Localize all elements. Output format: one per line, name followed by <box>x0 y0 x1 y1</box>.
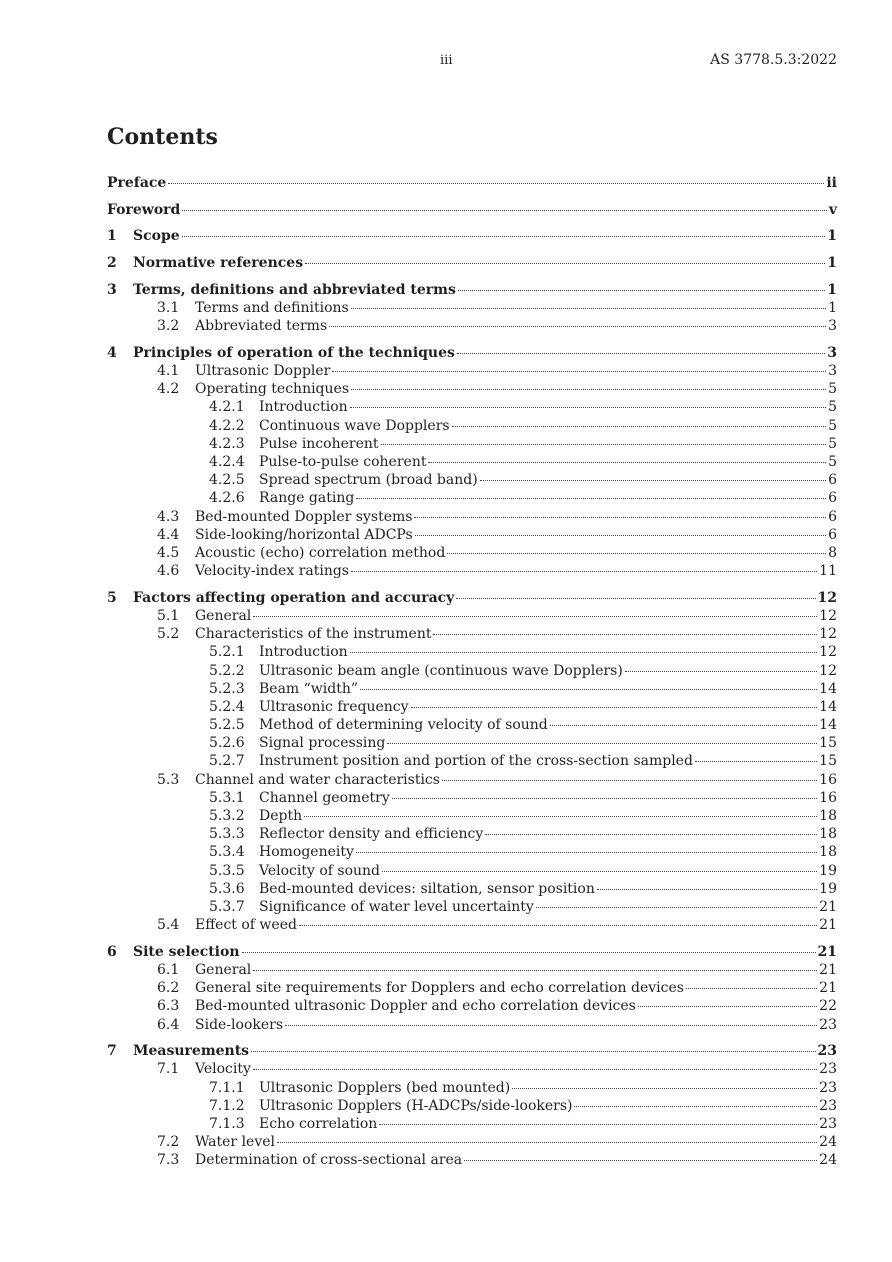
toc-entry-number: 5.3.6 <box>209 880 245 897</box>
toc-entry-page: 6 <box>828 526 837 543</box>
toc-entry-page: 14 <box>819 698 837 715</box>
toc-leader-dots <box>182 209 827 211</box>
toc-entry-number: 4.1 <box>157 363 180 379</box>
toc-entry-number: 4.4 <box>157 526 180 543</box>
toc-entry[interactable] <box>107 680 837 698</box>
toc-entry[interactable] <box>107 880 837 898</box>
toc-entry[interactable] <box>107 227 837 245</box>
toc-entry-page: 3 <box>828 318 837 335</box>
toc-entry-number: 2 <box>107 255 117 272</box>
toc-entry[interactable] <box>107 281 837 299</box>
toc-entry-number: 4.2 <box>157 381 180 398</box>
toc-leader-dots <box>411 706 818 708</box>
toc-entry[interactable] <box>107 1151 837 1169</box>
toc-entry-page: 12 <box>819 662 837 679</box>
toc-entry-page: 5 <box>828 435 837 452</box>
toc-leader-dots <box>452 425 827 427</box>
toc-entry-title: Pulse-to-pulse coherent <box>259 453 427 470</box>
toc-entry-number: 5.3.4 <box>209 844 245 861</box>
toc-entry-title: Continuous wave Dopplers <box>259 417 450 434</box>
toc-entry-page: 3 <box>827 344 837 361</box>
toc-entry[interactable] <box>107 589 837 607</box>
toc-entry-page: 19 <box>819 880 837 897</box>
toc-entry-page: 23 <box>819 1116 837 1132</box>
toc-entry-title: Ultrasonic beam angle (continuous wave Dopplers) <box>259 662 623 679</box>
toc-entry-number: 7.1.2 <box>209 1097 245 1114</box>
toc-leader-dots <box>253 615 817 617</box>
toc-leader-dots <box>253 969 817 971</box>
toc-entry-title: General <box>195 962 252 978</box>
toc-entry[interactable] <box>107 380 837 398</box>
toc-entry-number: 4.2.2 <box>209 417 245 434</box>
toc-leader-dots <box>350 651 818 653</box>
toc-entry-title: Homogeneity <box>259 844 354 861</box>
toc-entry[interactable] <box>107 544 837 562</box>
toc-entry-number: 5.1 <box>157 607 180 624</box>
toc-leader-dots <box>464 1159 817 1161</box>
toc-leader-dots <box>242 951 816 953</box>
toc-entry-title: Water level <box>195 1134 276 1151</box>
toc-entry-page: 3 <box>828 363 837 379</box>
toc-entry[interactable] <box>107 1060 837 1078</box>
toc-entry-page: 15 <box>819 753 837 770</box>
toc-entry[interactable] <box>107 317 837 335</box>
toc-leader-dots <box>414 516 826 518</box>
toc-entry-page: 22 <box>819 998 837 1015</box>
toc-entry-title: Site selection <box>133 943 240 960</box>
toc-leader-dots <box>433 633 817 635</box>
toc-leader-dots <box>182 235 826 237</box>
toc-leader-dots <box>686 987 817 989</box>
toc-entry-title: Abbreviated terms <box>195 318 328 335</box>
toc-entry-number: 6.1 <box>157 962 180 978</box>
toc-entry[interactable] <box>107 489 837 507</box>
toc-leader-dots <box>304 815 817 817</box>
toc-entry-title: Signal processing <box>259 735 386 752</box>
toc-entry-number: 6 <box>107 943 117 960</box>
toc-entry-number: 5 <box>107 589 117 606</box>
toc-entry-title: Method of determining velocity of sound <box>259 717 548 734</box>
toc-leader-dots <box>550 724 817 726</box>
toc-leader-dots <box>332 370 826 372</box>
toc-entry-page: 12 <box>819 644 837 661</box>
toc-entry[interactable] <box>107 698 837 716</box>
toc-entry-title: Instrument position and portion of the cross-section sampled <box>259 753 693 770</box>
toc-entry-page: 1 <box>827 228 837 245</box>
toc-entry-number: 7 <box>107 1043 117 1060</box>
toc-entry-title: Echo correlation <box>259 1116 378 1132</box>
toc-leader-dots <box>351 388 826 390</box>
toc-entry-number: 7.2 <box>157 1134 180 1151</box>
toc-entry-number: 3.1 <box>157 299 180 316</box>
toc-leader-dots <box>379 1123 817 1125</box>
toc-entry-number: 5.3.2 <box>209 808 245 824</box>
toc-leader-dots <box>351 570 817 572</box>
toc-entry-title: Side-looking/horizontal ADCPs <box>195 526 413 543</box>
toc-entry-number: 6.2 <box>157 980 180 997</box>
toc-entry[interactable] <box>107 862 837 880</box>
toc-leader-dots <box>381 443 827 445</box>
toc-entry-title: Factors affecting operation and accuracy <box>133 589 455 606</box>
toc-entry-title: Scope <box>133 228 180 245</box>
toc-entry[interactable] <box>107 752 837 770</box>
toc-entry-page: 18 <box>819 808 837 824</box>
toc-entry-title: Bed-mounted Doppler systems <box>195 508 413 525</box>
toc-entry-number: 5.3 <box>157 771 180 788</box>
toc-entry-title: Effect of weed <box>195 917 297 934</box>
toc-entry-number: 1 <box>107 228 117 245</box>
toc-entry-title: Beam “width” <box>259 680 359 697</box>
toc-entry-page: 1 <box>827 281 837 298</box>
toc-entry-page: 6 <box>828 490 837 507</box>
toc-entry-title: Normative references <box>133 255 304 272</box>
toc-entry-title: Acoustic (echo) correlation method <box>195 544 446 561</box>
toc-entry-number: 3.2 <box>157 318 180 335</box>
toc-leader-dots <box>350 406 826 408</box>
toc-entry-number: 5.2 <box>157 626 180 643</box>
toc-entry-title: Principles of operation of the techniques <box>133 344 455 361</box>
toc-entry[interactable] <box>107 435 837 453</box>
toc-entry-number: 5.4 <box>157 917 180 934</box>
page-title: Contents <box>107 124 218 150</box>
toc-entry-number: 7.1.3 <box>209 1116 245 1132</box>
toc-entry-title: Introduction <box>259 399 348 416</box>
toc-entry[interactable] <box>107 979 837 997</box>
toc-leader-dots <box>447 552 826 554</box>
toc-entry-number: 6.4 <box>157 1016 180 1033</box>
toc-entry-title: Terms and definitions <box>195 299 349 316</box>
toc-entry-number: 5.2.6 <box>209 735 245 752</box>
toc-entry-number: 5.2.1 <box>209 644 245 661</box>
toc-entry-page: 1 <box>827 255 837 272</box>
toc-entry-page: 14 <box>819 680 837 697</box>
toc-entry-page: 23 <box>819 1097 837 1114</box>
toc-entry-title: Ultrasonic Dopplers (H-ADCPs/side-lookers) <box>259 1097 573 1114</box>
toc-entry-title: Bed-mounted devices: siltation, sensor position <box>259 880 595 897</box>
toc-entry-page: 23 <box>819 1016 837 1033</box>
toc-entry-title: Channel geometry <box>259 789 390 806</box>
toc-entry-title: Channel and water characteristics <box>195 771 440 788</box>
toc-entry[interactable] <box>107 843 837 861</box>
toc-entry-page: ii <box>826 175 837 191</box>
toc-entry-page: 18 <box>819 844 837 861</box>
toc-entry-page: 23 <box>817 1043 837 1060</box>
toc-entry-title: Ultrasonic Dopplers (bed mounted) <box>259 1079 511 1096</box>
toc-leader-dots <box>356 497 826 499</box>
toc-entry-page: 11 <box>819 563 837 580</box>
toc-entry-number: 7.1.1 <box>209 1079 245 1096</box>
toc-entry-page: 24 <box>819 1152 837 1169</box>
toc-entry[interactable] <box>107 1016 837 1034</box>
toc-leader-dots <box>442 779 817 781</box>
toc-entry-number: 4.2.4 <box>209 453 245 470</box>
toc-entry-number: 4.5 <box>157 544 180 561</box>
toc-leader-dots <box>305 262 825 264</box>
toc-entry-number: 4.2.3 <box>209 435 245 452</box>
toc-entry-title: Velocity-index ratings <box>195 563 349 580</box>
toc-entry-number: 5.3.5 <box>209 862 245 879</box>
toc-entry[interactable] <box>107 1133 837 1151</box>
toc-entry-title: Spread spectrum (broad band) <box>259 472 478 489</box>
toc-leader-dots <box>253 1068 817 1070</box>
toc-entry-page: 5 <box>828 417 837 434</box>
toc-entry[interactable] <box>107 453 837 471</box>
toc-entry[interactable] <box>107 1042 837 1060</box>
toc-entry-page: 15 <box>819 735 837 752</box>
toc-entry-title: Pulse incoherent <box>259 435 379 452</box>
toc-entry-page: 16 <box>819 771 837 788</box>
toc-entry[interactable] <box>107 771 837 789</box>
toc-entry-page: 6 <box>828 472 837 489</box>
toc-entry[interactable] <box>107 789 837 807</box>
toc-entry-page: 21 <box>819 898 837 915</box>
toc-entry[interactable] <box>107 807 837 825</box>
toc-entry-title: General site requirements for Dopplers and echo correlation devices <box>195 980 684 997</box>
toc-leader-dots <box>299 924 817 926</box>
toc-entry-number: 4.2.6 <box>209 490 245 507</box>
toc-leader-dots <box>392 797 817 799</box>
toc-entry-number: 7.3 <box>157 1152 180 1169</box>
toc-entry-page: 21 <box>819 980 837 997</box>
toc-entry[interactable] <box>107 201 837 219</box>
toc-entry-page: 23 <box>819 1061 837 1078</box>
toc-entry[interactable] <box>107 1097 837 1115</box>
toc-entry[interactable] <box>107 526 837 544</box>
toc-entry-page: 12 <box>819 607 837 624</box>
toc-entry-number: 4.6 <box>157 563 180 580</box>
toc-leader-dots <box>512 1087 817 1089</box>
toc-leader-dots <box>536 906 817 908</box>
toc-entry-title: Operating techniques <box>195 381 350 398</box>
page-number: iii <box>440 53 453 68</box>
toc-entry-title: Foreword <box>107 201 181 218</box>
toc-entry[interactable] <box>107 174 837 192</box>
toc-entry[interactable] <box>107 1115 837 1133</box>
toc-leader-dots <box>168 182 824 184</box>
toc-entry-number: 4.2.5 <box>209 472 245 489</box>
toc-entry[interactable] <box>107 625 837 643</box>
toc-entry[interactable] <box>107 898 837 916</box>
toc-entry-title: Bed-mounted ultrasonic Doppler and echo correlation devices <box>195 998 636 1015</box>
toc-leader-dots <box>457 352 825 354</box>
toc-entry-title: Depth <box>259 808 303 824</box>
toc-entry-page: 24 <box>819 1134 837 1151</box>
toc-entry-number: 4.3 <box>157 508 180 525</box>
toc-entry-number: 5.2.7 <box>209 753 245 770</box>
toc-entry-title: Measurements <box>133 1043 250 1060</box>
toc-entry[interactable] <box>107 607 837 625</box>
toc-leader-dots <box>285 1024 817 1026</box>
toc-leader-dots <box>480 479 826 481</box>
toc-entry-number: 4.2.1 <box>209 399 245 416</box>
toc-leader-dots <box>485 833 817 835</box>
toc-entry-number: 5.3.1 <box>209 789 245 806</box>
toc-entry-page: 12 <box>819 626 837 643</box>
toc-entry-number: 6.3 <box>157 998 180 1015</box>
toc-entry[interactable] <box>107 643 837 661</box>
toc-entry-title: Significance of water level uncertainty <box>259 898 534 915</box>
toc-entry[interactable] <box>107 471 837 489</box>
toc-entry-number: 5.2.2 <box>209 662 245 679</box>
toc-entry-title: Terms, definitions and abbreviated terms <box>133 281 456 298</box>
toc-leader-dots <box>638 1005 817 1007</box>
toc-leader-dots <box>387 742 817 744</box>
toc-entry[interactable] <box>107 299 837 317</box>
toc-entry-page: 8 <box>828 544 837 561</box>
toc-entry-number: 5.2.4 <box>209 698 245 715</box>
toc-entry-page: 5 <box>828 399 837 416</box>
toc-entry-title: Characteristics of the instrument <box>195 626 432 643</box>
toc-entry-number: 7.1 <box>157 1061 180 1078</box>
toc-leader-dots <box>458 289 825 291</box>
toc-leader-dots <box>356 851 817 853</box>
toc-entry-page: v <box>828 201 837 218</box>
toc-leader-dots <box>456 597 815 599</box>
toc-leader-dots <box>695 760 817 762</box>
toc-entry-title: Velocity <box>195 1061 251 1078</box>
toc-entry[interactable] <box>107 562 837 580</box>
toc-entry[interactable] <box>107 961 837 979</box>
toc-entry[interactable] <box>107 734 837 752</box>
toc-entry[interactable] <box>107 943 837 961</box>
toc-entry-title: Reflector density and efficiency <box>259 826 484 843</box>
toc-entry[interactable] <box>107 916 837 934</box>
toc-leader-dots <box>251 1050 815 1052</box>
toc-leader-dots <box>351 307 826 309</box>
standard-id: AS 3778.5.3:2022 <box>710 52 837 68</box>
toc-leader-dots <box>597 888 817 890</box>
toc-entry-page: 21 <box>819 962 837 978</box>
toc-entry-title: Ultrasonic Doppler <box>195 363 331 379</box>
toc-leader-dots <box>329 325 826 327</box>
toc-entry-page: 1 <box>828 299 837 316</box>
toc-entry[interactable] <box>107 344 837 362</box>
toc-leader-dots <box>574 1105 817 1107</box>
toc-entry-page: 12 <box>817 589 837 606</box>
toc-entry-number: 4 <box>107 344 117 361</box>
toc-entry[interactable] <box>107 825 837 843</box>
toc-entry[interactable] <box>107 417 837 435</box>
toc-entry-title: Range gating <box>259 490 355 507</box>
toc-entry-title: Velocity of sound <box>259 862 380 879</box>
toc-leader-dots <box>428 461 826 463</box>
toc-leader-dots <box>360 688 817 690</box>
toc-entry-number: 5.3.7 <box>209 898 245 915</box>
toc-entry-title: Introduction <box>259 644 348 661</box>
toc-entry-number: 5.3.3 <box>209 826 245 843</box>
toc-entry-page: 14 <box>819 717 837 734</box>
toc-entry-title: Ultrasonic frequency <box>259 698 409 715</box>
toc-leader-dots <box>277 1141 817 1143</box>
toc-leader-dots <box>415 534 826 536</box>
toc-entry-title: Determination of cross-sectional area <box>195 1152 463 1169</box>
toc-entry-number: 3 <box>107 281 117 298</box>
toc-entry-page: 6 <box>828 508 837 525</box>
toc-entry-page: 23 <box>819 1079 837 1096</box>
toc-entry[interactable] <box>107 398 837 416</box>
toc-leader-dots <box>382 870 817 872</box>
toc-entry-page: 5 <box>828 453 837 470</box>
toc-entry[interactable] <box>107 716 837 734</box>
toc-entry-page: 5 <box>828 381 837 398</box>
toc-entry[interactable] <box>107 662 837 680</box>
toc-entry[interactable] <box>107 1079 837 1097</box>
toc-entry[interactable] <box>107 997 837 1015</box>
toc-entry-title: General <box>195 607 252 624</box>
toc-entry-title: Preface <box>107 175 167 191</box>
toc-entry[interactable] <box>107 362 837 380</box>
toc-entry-page: 18 <box>819 826 837 843</box>
toc-entry-number: 5.2.3 <box>209 680 245 697</box>
toc-entry-page: 19 <box>819 862 837 879</box>
toc-entry-page: 21 <box>819 917 837 934</box>
toc-entry-page: 21 <box>817 943 837 960</box>
toc-entry-title: Side-lookers <box>195 1016 284 1033</box>
toc-leader-dots <box>625 670 817 672</box>
toc-entry-page: 16 <box>819 789 837 806</box>
toc-entry[interactable] <box>107 254 837 272</box>
toc-entry-number: 5.2.5 <box>209 717 245 734</box>
table-of-contents <box>107 174 837 1170</box>
toc-entry[interactable] <box>107 508 837 526</box>
